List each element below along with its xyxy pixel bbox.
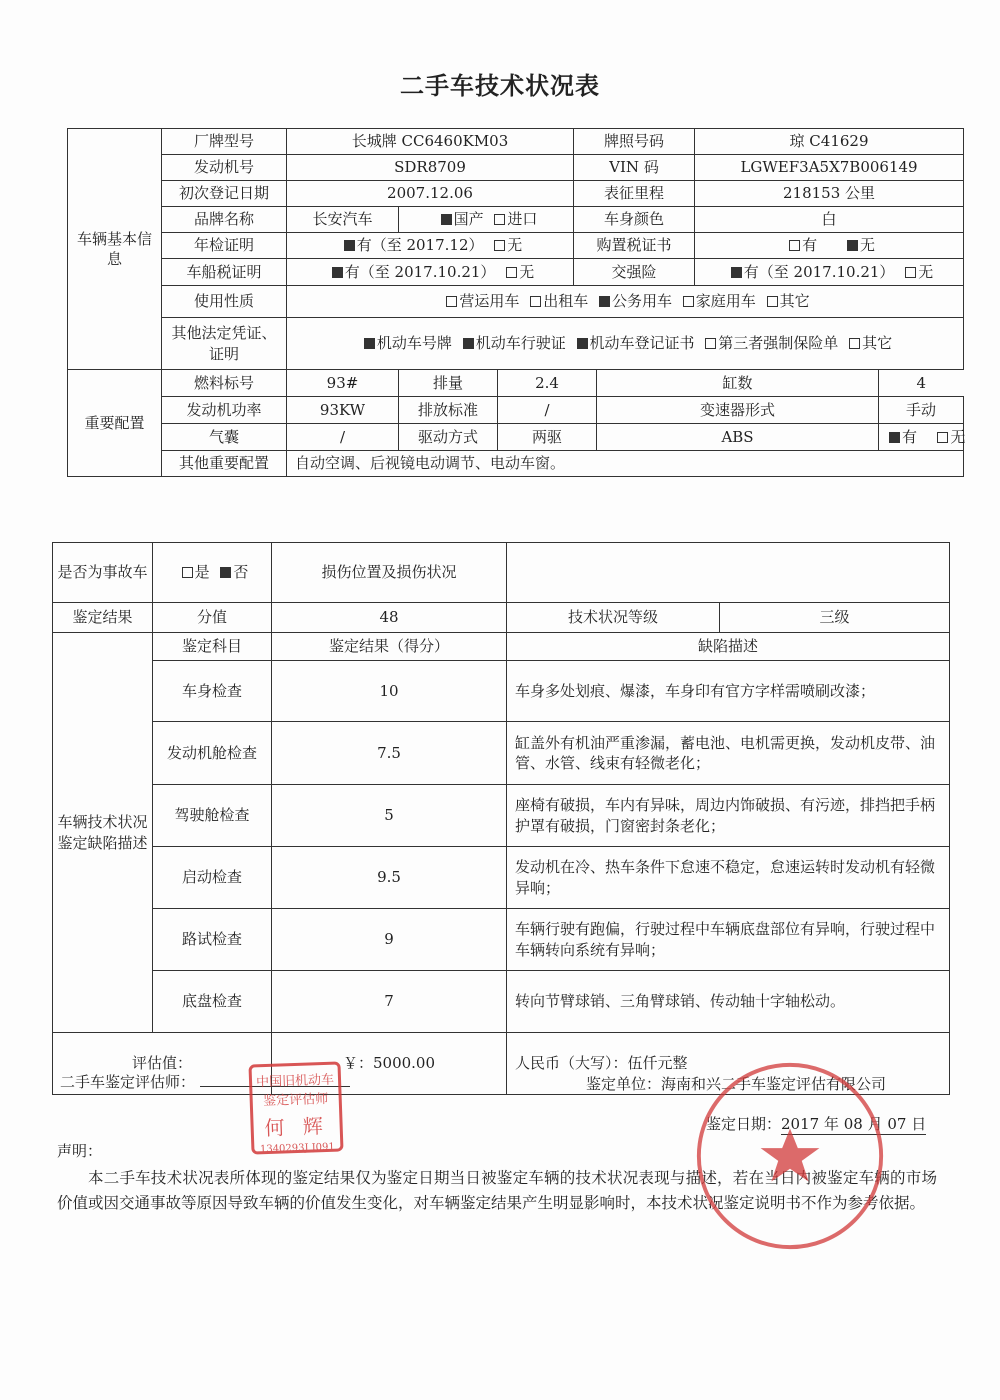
label-mileage: 表征里程 — [574, 181, 695, 207]
inspection-score: 10 — [272, 661, 507, 722]
inspection-desc: 转向节臂球销、三角臂球销、传动轴十字轴松动。 — [507, 971, 950, 1033]
value-mileage: 218153 公里 — [695, 181, 964, 207]
inspection-item: 发动机舱检查 — [153, 722, 272, 785]
inspection-score: 7.5 — [272, 722, 507, 785]
company-seal — [692, 1058, 888, 1254]
purchase-tax-options: 有 无 — [695, 233, 964, 259]
section-defect-description: 车辆技术状况鉴定缺陷描述 — [53, 633, 153, 1033]
value-body-color: 白 — [695, 207, 964, 233]
table-row — [53, 909, 950, 971]
value-plate: 琼 C41629 — [695, 129, 964, 155]
date-value: 2017 年 08 月 07 日 — [781, 1115, 927, 1133]
label-airbag: 气囊 — [162, 424, 287, 451]
annual-inspection-options: 有（至 2017.12） 无 — [287, 233, 574, 259]
usage-options: 营运用车 出租车 公务用车 家庭用车 其它 — [287, 286, 964, 318]
value-brand-model: 长城牌 CC6460KM03 — [287, 129, 574, 155]
label-cylinders: 缸数 — [597, 370, 879, 397]
checkbox-usage-official[interactable] — [599, 296, 610, 307]
checkbox-abs-yes[interactable] — [889, 432, 900, 443]
value-brand-name: 长安汽车 — [287, 207, 399, 233]
header-item: 鉴定科目 — [153, 633, 272, 661]
value-score: 48 — [272, 603, 507, 633]
inspection-score: 5 — [272, 785, 507, 847]
inspection-score: 9 — [272, 909, 507, 971]
section-important-config: 重要配置 — [68, 370, 162, 477]
table-row — [53, 785, 950, 847]
checkbox-usage-other[interactable] — [767, 296, 778, 307]
value-other-config: 自动空调、后视镜电动调节、电动车窗。 — [287, 451, 964, 477]
table-row — [53, 722, 950, 785]
label-annual-inspection: 年检证明 — [162, 233, 287, 259]
value-displacement: 2.4 — [535, 373, 559, 392]
value-valuation: ￥：5000.00 — [272, 1033, 507, 1095]
value-emission: / — [544, 400, 550, 419]
checkbox-doc-license[interactable] — [463, 338, 474, 349]
statement-label: 声明： — [57, 1142, 103, 1160]
header-description: 缺陷描述 — [507, 633, 950, 661]
value-vin: LGWEF3A5X7B006149 — [695, 155, 964, 181]
unit-value: 海南和兴二手车鉴定评估有限公司 — [661, 1075, 887, 1093]
checkbox-import[interactable] — [494, 214, 505, 225]
checkbox-insurance-yes[interactable] — [731, 267, 742, 278]
value-drive: 两驱 — [531, 427, 562, 446]
label-compulsory-insurance: 交强险 — [574, 259, 695, 286]
value-engine-no: SDR8709 — [287, 155, 574, 181]
label-usage: 使用性质 — [162, 286, 287, 318]
inspection-item: 车身检查 — [153, 661, 272, 722]
date-label: 鉴定日期： — [706, 1115, 782, 1133]
table-row — [53, 661, 950, 722]
inspection-desc: 发动机在冷、热车条件下怠速不稳定，怠速运转时发动机有轻微异响； — [507, 847, 950, 909]
checkbox-doc-registration[interactable] — [577, 338, 588, 349]
label-drive: 驱动方式 — [399, 424, 498, 450]
label-brand-name: 品牌名称 — [162, 207, 287, 233]
inspection-item: 驾驶舱检查 — [153, 785, 272, 847]
label-displacement: 排量 — [399, 370, 498, 396]
appraiser-seal: 中国旧机动车 鉴定评估师 何 辉 1340293J J091 — [248, 1061, 343, 1154]
label-valuation: 评估值： — [53, 1033, 272, 1095]
inspection-table — [52, 542, 950, 1095]
label-abs: ABS — [597, 424, 879, 451]
checkbox-inspection-yes[interactable] — [344, 240, 355, 251]
vehicle-info-table — [67, 128, 964, 477]
checkbox-vessel-tax-yes[interactable] — [332, 267, 343, 278]
label-result: 鉴定结果 — [53, 603, 153, 633]
other-documents-options: 机动车号牌 机动车行驶证 机动车登记证书 第三者强制保险单 其它 — [287, 318, 964, 370]
inspection-item: 启动检查 — [153, 847, 272, 909]
checkbox-purchase-tax-no[interactable] — [847, 240, 858, 251]
checkbox-accident-yes[interactable] — [182, 567, 193, 578]
statement-text: 本二手车技术状况表所体现的鉴定结果仅为鉴定日期当日被鉴定车辆的技术状况表现与描述，若在当日内被鉴定车辆的市场价值或因交通事故等原因导致车辆的价值发生变化，对车辆鉴定结果产生明显影响时，本技术状况鉴定说明书不作为参考依据。 — [57, 1169, 937, 1212]
label-accident: 是否为事故车 — [53, 543, 153, 603]
value-cylinders: 4 — [879, 370, 964, 397]
value-airbag: / — [287, 424, 399, 451]
checkbox-doc-plate[interactable] — [364, 338, 375, 349]
inspection-desc: 缸盖外有机油严重渗漏，蓄电池、电机需更换，发动机皮带、油管、水管、线束有轻微老化； — [507, 722, 950, 785]
checkbox-insurance-no[interactable] — [905, 267, 916, 278]
checkbox-doc-insurance[interactable] — [705, 338, 716, 349]
label-score: 分值 — [153, 603, 272, 633]
table-row — [53, 971, 950, 1033]
accident-options: 是 否 — [153, 543, 272, 603]
value-transmission: 手动 — [879, 397, 964, 424]
page-title: 二手车技术状况表 — [400, 72, 600, 100]
inspection-item: 路试检查 — [153, 909, 272, 971]
label-transmission: 变速器形式 — [597, 397, 879, 424]
inspection-score: 7 — [272, 971, 507, 1033]
valuation-upper: 人民币（大写）：伍仟元整 — [507, 1033, 950, 1095]
checkbox-purchase-tax-yes[interactable] — [789, 240, 800, 251]
origin-options: 国产 进口 — [399, 207, 574, 233]
checkbox-abs-no[interactable] — [937, 432, 948, 443]
seal-star-icon — [761, 1129, 820, 1182]
checkbox-usage-operating[interactable] — [446, 296, 457, 307]
label-brand-model: 厂牌型号 — [162, 129, 287, 155]
table-row — [53, 847, 950, 909]
value-damage — [507, 543, 950, 603]
label-engine-power: 发动机功率 — [162, 397, 287, 424]
label-grade: 技术状况等级 — [507, 603, 720, 633]
label-emission: 排放标准 — [399, 397, 498, 423]
label-vin: VIN 码 — [574, 155, 695, 181]
checkbox-domestic[interactable] — [441, 214, 452, 225]
checkbox-usage-family[interactable] — [683, 296, 694, 307]
inspection-score: 9.5 — [272, 847, 507, 909]
inspection-desc: 车身多处划痕、爆漆，车身印有官方字样需喷刷改漆； — [507, 661, 950, 722]
label-vessel-tax: 车船税证明 — [162, 259, 287, 286]
label-plate: 牌照号码 — [574, 129, 695, 155]
label-other-config: 其他重要配置 — [162, 451, 287, 477]
label-body-color: 车身颜色 — [574, 207, 695, 233]
appraiser-label: 二手车鉴定评估师： — [60, 1073, 196, 1091]
checkbox-accident-no[interactable] — [220, 567, 231, 578]
label-first-registration: 初次登记日期 — [162, 181, 287, 207]
inspection-desc: 座椅有破损，车内有异味，周边内饰破损、有污迹，排挡把手柄护罩有破损，门窗密封条老化； — [507, 785, 950, 847]
label-damage: 损伤位置及损伤状况 — [272, 543, 507, 603]
value-first-registration: 2007.12.06 — [287, 181, 574, 207]
abs-options: 有 无 — [879, 424, 964, 451]
header-score: 鉴定结果（得分） — [272, 633, 507, 661]
checkbox-doc-other[interactable] — [849, 338, 860, 349]
inspection-item: 底盘检查 — [153, 971, 272, 1033]
insurance-options: 有（至 2017.10.21） 无 — [695, 259, 964, 286]
inspection-desc: 车辆行驶有跑偏，行驶过程中车辆底盘部位有异响，行驶过程中车辆转向系统有异响； — [507, 909, 950, 971]
unit-label: 鉴定单位： — [586, 1075, 662, 1093]
label-fuel: 燃料标号 — [162, 370, 287, 397]
value-grade: 三级 — [720, 603, 950, 633]
checkbox-inspection-no[interactable] — [494, 240, 505, 251]
value-engine-power: 93KW — [287, 397, 399, 424]
label-purchase-tax: 购置税证书 — [574, 233, 695, 259]
vessel-tax-options: 有（至 2017.10.21） 无 — [287, 259, 574, 286]
label-engine-no: 发动机号 — [162, 155, 287, 181]
section-basic-info: 车辆基本信息 — [68, 129, 162, 370]
value-fuel: 93# — [287, 370, 399, 397]
checkbox-usage-taxi[interactable] — [530, 296, 541, 307]
checkbox-vessel-tax-no[interactable] — [506, 267, 517, 278]
label-other-documents: 其他法定凭证、证明 — [162, 318, 287, 370]
